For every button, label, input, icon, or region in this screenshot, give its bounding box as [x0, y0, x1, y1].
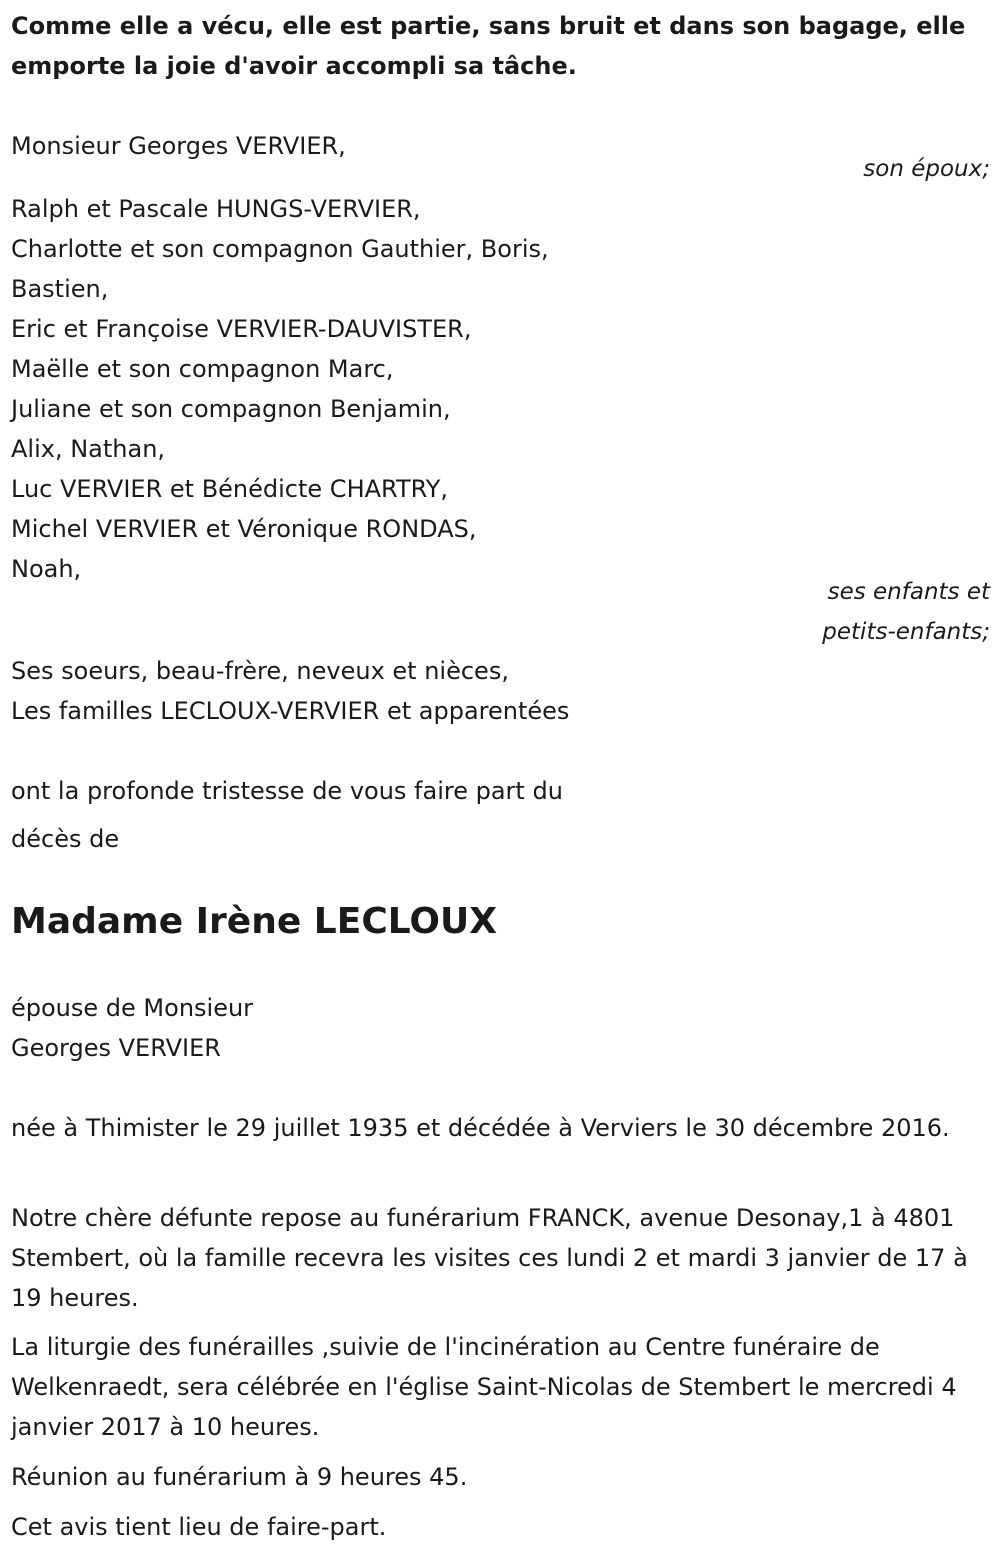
family-section — [11, 651, 569, 731]
children-line: Ralph et Pascale HUNGS-VERVIER, — [11, 195, 421, 223]
children-line: Bastien, — [11, 275, 109, 303]
liturgy-text: La liturgie des funérailles ,suivie de l'incinération au Centre funéraire de Welkenraedt, sera célébrée en l'église Saint-Nicolas de Stembert le mercredi 4 janvier 2017 à 10 heures. — [11, 1333, 957, 1441]
children-label — [822, 572, 990, 652]
spouse-label: son époux; — [863, 156, 990, 182]
spouse-section — [11, 126, 346, 166]
children-line: Juliane et son compagnon Benjamin, — [11, 395, 451, 423]
relation-line1: épouse de Monsieur — [11, 994, 254, 1022]
relation-line2: Georges VERVIER — [11, 1034, 221, 1062]
repose-text: Notre chère défunte repose au funérarium FRANCK, avenue Desonay,1 à 4801 Stembert, où la famille recevra les visites ces lundi 2 et mardi 3 janvier de 17 à 19 heures. — [11, 1204, 968, 1312]
deceased-relation — [11, 988, 253, 1068]
children-line: Charlotte et son compagnon Gauthier, Boris, — [11, 235, 549, 263]
children-line: Alix, Nathan, — [11, 435, 166, 463]
announcement — [11, 771, 563, 859]
announcement-line1: ont la profonde tristesse de vous faire part du — [11, 777, 563, 805]
children-line: Michel VERVIER et Véronique RONDAS, — [11, 515, 477, 543]
announcement-line2: décès de — [11, 825, 120, 853]
children-section — [11, 189, 549, 589]
children-line: Luc VERVIER et Bénédicte CHARTRY, — [11, 475, 449, 503]
reunion-text: Réunion au funérarium à 9 heures 45. — [11, 1463, 468, 1491]
epigraph: Comme elle a vécu, elle est partie, sans bruit et dans son bagage, elle emporte la joie d'avoir accompli sa tâche. — [11, 12, 966, 80]
children-line: Noah, — [11, 555, 82, 583]
family-line: Les familles LECLOUX-VERVIER et apparentées — [11, 697, 570, 725]
spouse-name: Monsieur Georges VERVIER, — [11, 132, 346, 160]
children-line: Eric et Françoise VERVIER-DAUVISTER, — [11, 315, 472, 343]
deceased-name: Madame Irène LECLOUX — [11, 901, 497, 942]
children-label-line2: petits-enfants; — [822, 619, 990, 645]
notice-text: Cet avis tient lieu de faire-part. — [11, 1513, 387, 1541]
birth-death-text: née à Thimister le 29 juillet 1935 et décédée à Verviers le 30 décembre 2016. — [11, 1114, 950, 1142]
children-line: Maëlle et son compagnon Marc, — [11, 355, 394, 383]
children-label-line1: ses enfants et — [827, 579, 990, 605]
family-line: Ses soeurs, beau-frère, neveux et nièces, — [11, 657, 509, 685]
